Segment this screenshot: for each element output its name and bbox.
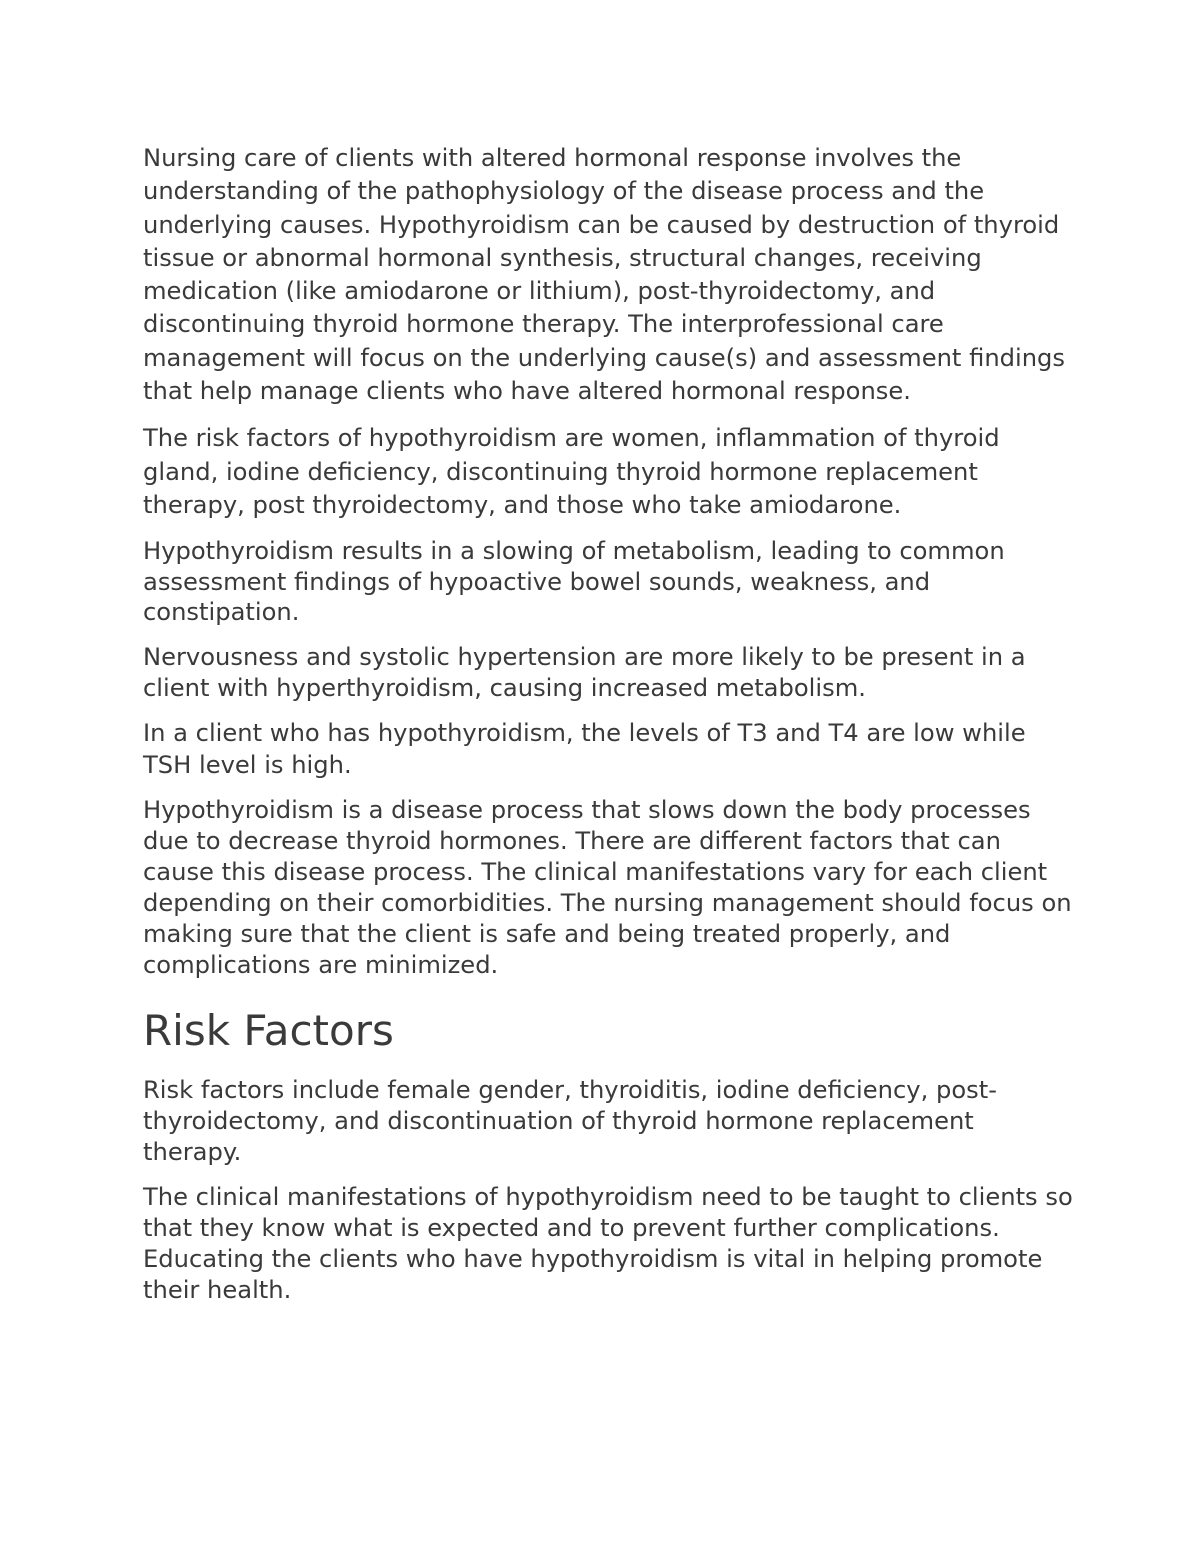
paragraph-disease-overview: Hypothyroidism is a disease process that slows down the body processes due to decrease thyroid hormones. There are different factors that can cause this disease process. The clinical manifestations vary for each client depending on their comorbidities. The nursing management should focus on making sure that the client is safe and being treated properly, and complications are minimized.	[143, 796, 1072, 980]
paragraph-client-education: The clinical manifestations of hypothyroidism need to be taught to clients so that they know what is expected and to prevent further complications. Educating the clients who have hypothyroidism is vital in helping promote their health.	[143, 1183, 1073, 1305]
paragraph-risk-factors-list: Risk factors include female gender, thyroiditis, iodine deficiency, post-thyroidectomy, and discontinuation of thyroid hormone replacement therapy.	[143, 1076, 997, 1167]
paragraph-hyperthyroidism-note: Nervousness and systolic hypertension are more likely to be present in a client with hyperthyroidism, causing increased metabolism.	[143, 643, 1026, 702]
paragraph-lab-levels: In a client who has hypothyroidism, the levels of T3 and T4 are low while TSH level is high.	[143, 719, 1026, 780]
paragraph-risk-factors-summary: The risk factors of hypothyroidism are women, inflammation of thyroid gland, iodine deficiency, discontinuing thyroid hormone replacement therapy, post thyroidectomy, and those who take amiodarone.	[143, 424, 1000, 519]
heading-risk-factors: Risk Factors	[143, 1006, 394, 1056]
paragraph-metabolism-findings: Hypothyroidism results in a slowing of metabolism, leading to common assessment findings of hypoactive bowel sounds, weakness, and constipation.	[143, 537, 1005, 627]
paragraph-intro-nursing-care: Nursing care of clients with altered hormonal response involves the understanding of the pathophysiology of the disease process and the underlying causes. Hypothyroidism can be caused by destruction of thyroid tissue or abnormal hormonal synthesis, structural changes, receiving medication (like amiodarone or lithium), post-thyroidectomy, and discontinuing thyroid hormone therapy. The interprofessional care management will focus on the underlying cause(s) and assessment findings that help manage clients who have altered hormonal response.	[143, 144, 1066, 406]
document-page	[143, 142, 1078, 1306]
